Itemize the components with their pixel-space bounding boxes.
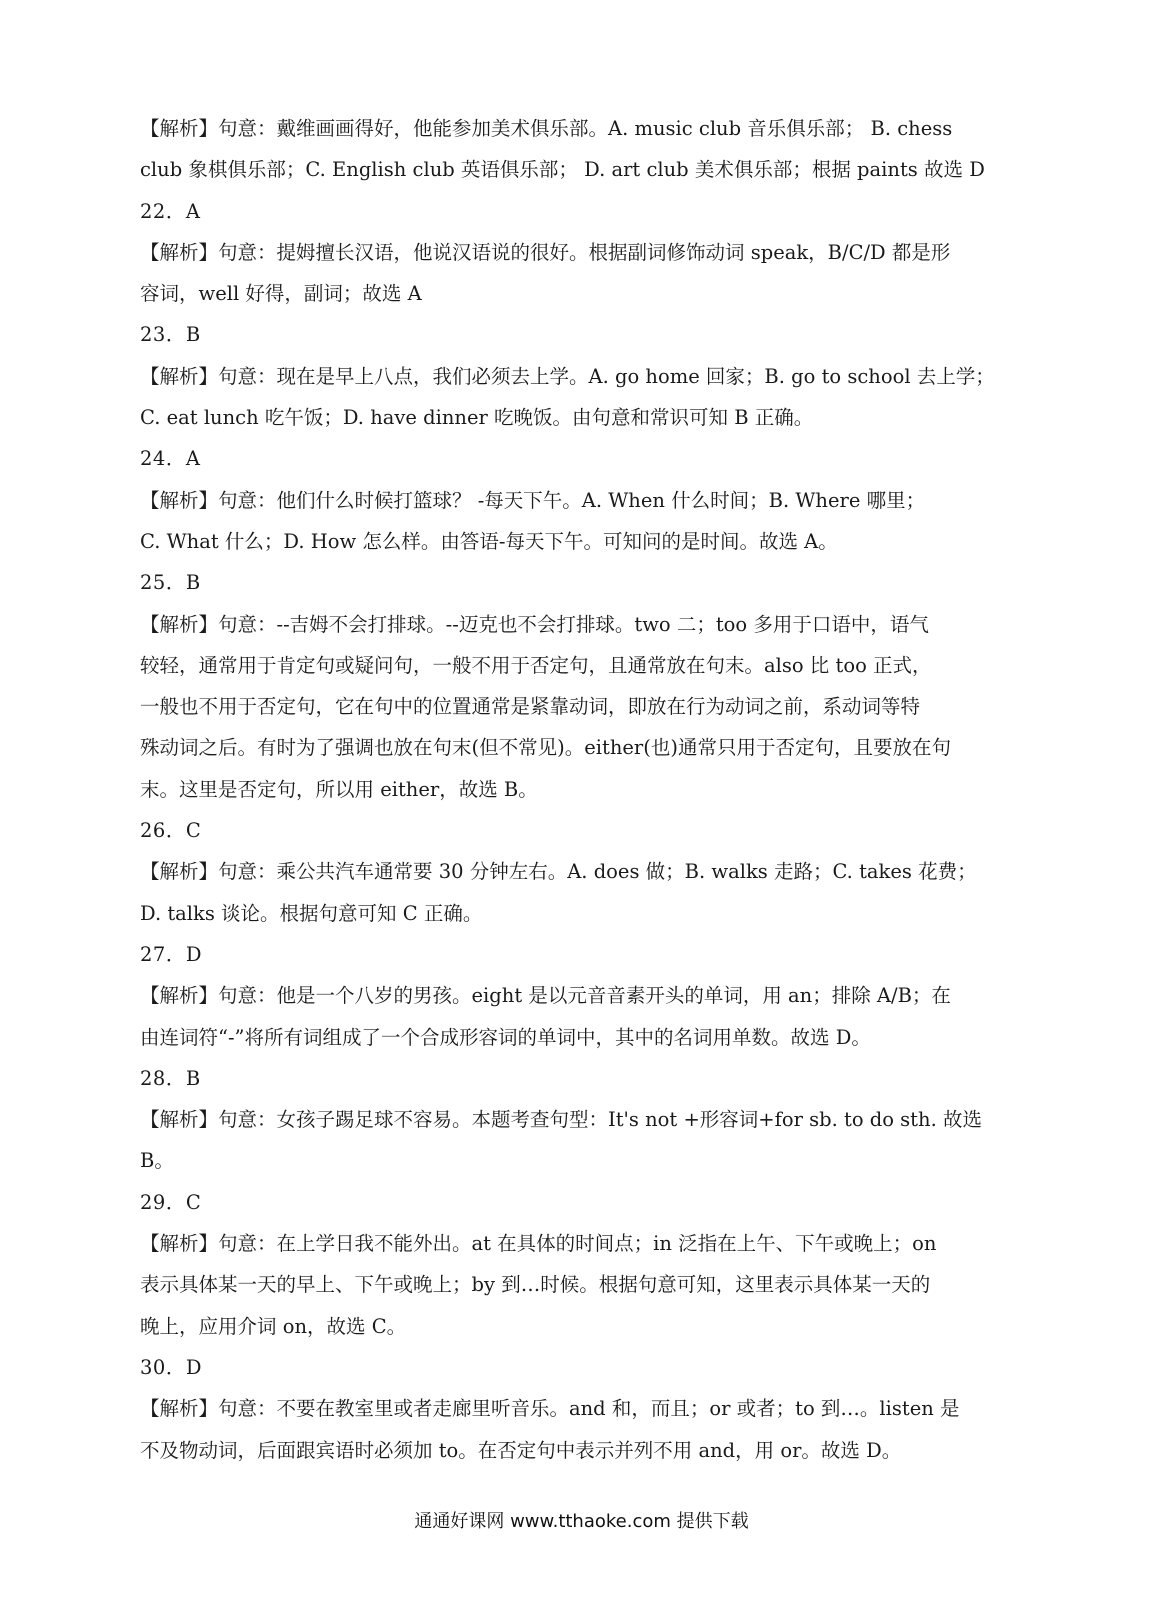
text-line: 【解析】句意：女孩子踢足球不容易。本题考查句型：It's not +形容词+for sb. to do sth. 故选	[140, 1108, 982, 1132]
text-line: D. talks 谈论。根据句意可知 C 正确。	[140, 901, 483, 925]
text-line: 由连词符“-”将所有词组成了一个合成形容词的单词中，其中的名词用单数。故选 D。	[140, 1025, 871, 1049]
text-line: 【解析】句意：在上学日我不能外出。at 在具体的时间点；in 泛指在上午、下午或晚上；on	[140, 1232, 937, 1256]
text-line: 【解析】句意：他是一个八岁的男孩。eight 是以元音音素开头的单词，用 an；排除 A/B；在	[140, 984, 951, 1008]
answer-number: 28．B	[140, 1066, 201, 1090]
text-line: 表示具体某一天的早上、下午或晚上；by 到…时候。根据句意可知，这里表示具体某一天的	[140, 1273, 931, 1297]
text-line: club 象棋俱乐部；C. English club 英语俱乐部； D. art club 美术俱乐部；根据 paints 故选 D	[140, 158, 985, 182]
answer-number: 27．D	[140, 942, 202, 966]
text-line: 【解析】句意：乘公共汽车通常要 30 分钟左右。A. does 做；B. walks 走路；C. takes 花费；	[140, 860, 977, 884]
text-line: 【解析】句意：他们什么时候打篮球？ -每天下午。A. When 什么时间；B. Where 哪里；	[140, 488, 926, 512]
answer-number: 24．A	[140, 447, 201, 471]
answer-number: 22．A	[140, 199, 201, 223]
text-line: 一般也不用于否定句，它在句中的位置通常是紧靠动词，即放在行为动词之前，系动词等特	[140, 695, 921, 719]
answer-number: 26．C	[140, 819, 202, 843]
answer-number: 30．D	[140, 1355, 202, 1379]
text-line: B。	[140, 1149, 174, 1173]
text-line: 较轻，通常用于肯定句或疑问句，一般不用于否定句，且通常放在句末。also 比 too 正式，	[140, 653, 932, 677]
text-line: C. What 什么；D. How 怎么样。由答语-每天下午。可知问的是时间。故选 A。	[140, 529, 838, 553]
text-line: 【解析】句意：不要在教室里或者走廊里听音乐。and 和，而且；or 或者；to 到…。listen 是	[140, 1397, 960, 1421]
answer-explanations	[140, 108, 998, 1471]
text-line: 晚上，应用介词 on，故选 C。	[140, 1314, 407, 1338]
answer-number: 23．B	[140, 323, 201, 347]
text-line: 【解析】句意：戴维画画得好，他能参加美术俱乐部。A. music club 音乐俱乐部； B. chess	[140, 117, 953, 140]
text-line: 殊动词之后。有时为了强调也放在句末(但不常见)。either(也)通常只用于否定句，且要放在句	[140, 736, 951, 760]
text-line: 不及物动词，后面跟宾语时必须加 to。在否定句中表示并列不用 and，用 or。故选 D。	[140, 1438, 902, 1462]
text-line: 容词，well 好得，副词；故选 A	[140, 282, 422, 306]
text-line: 【解析】句意：提姆擅长汉语，他说汉语说的很好。根据副词修饰动词 speak，B/C/D 都是形	[140, 240, 951, 264]
text-line: 【解析】句意：现在是早上八点，我们必须去上学。A. go home 回家；B. go to school 去上学；	[140, 364, 995, 388]
text-line: C. eat lunch 吃午饭；D. have dinner 吃晚饭。由句意和常识可知 B 正确。	[140, 406, 814, 430]
answer-number: 29．C	[140, 1190, 202, 1214]
page-footer: 通通好课网 www.tthaoke.com 提供下载	[414, 1511, 749, 1532]
answer-number: 25．B	[140, 571, 201, 595]
text-line: 末。这里是否定句，所以用 either，故选 B。	[140, 777, 538, 801]
text-line: 【解析】句意：--吉姆不会打排球。--迈克也不会打排球。two 二；too 多用于口语中，语气	[140, 612, 929, 636]
